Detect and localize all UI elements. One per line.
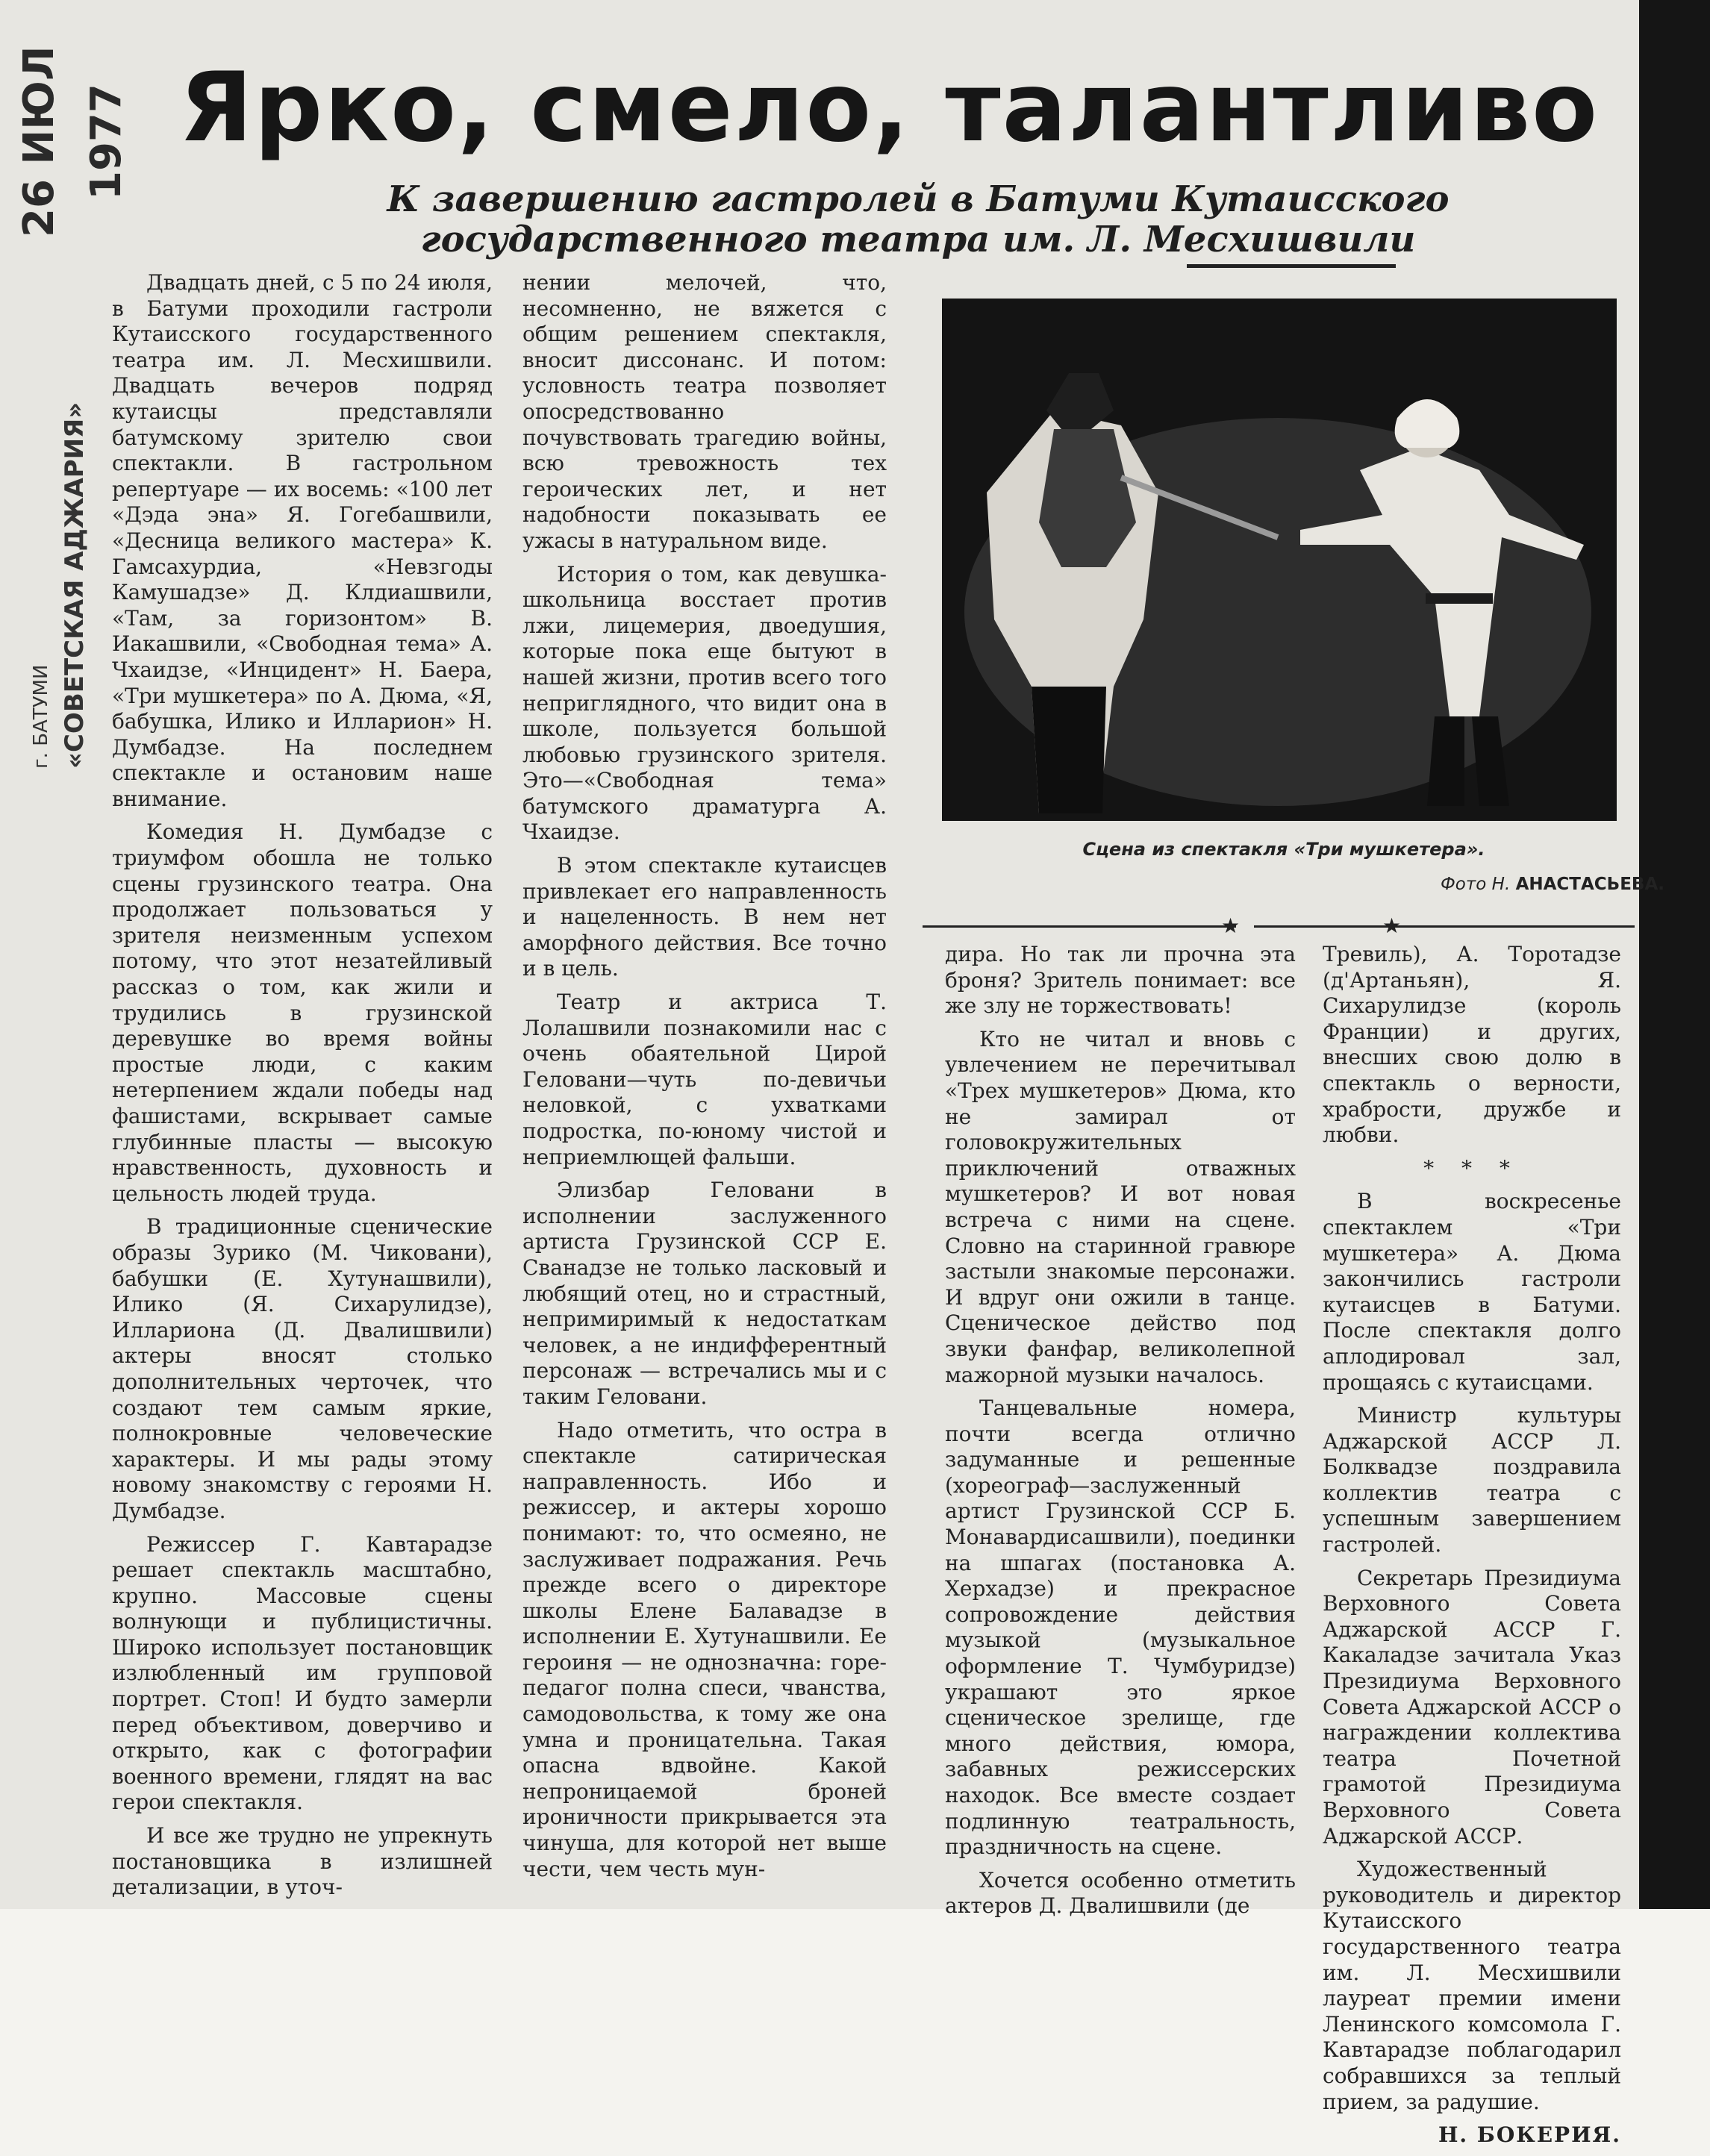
article-column-4: [1323, 942, 1621, 2156]
author-signature: Н. БОКЕРИЯ.: [1438, 2122, 1621, 2148]
article-column-3: [945, 942, 1296, 1927]
paragraph: Двадцать дней, с 5 по 24 июля, в Батуми проходили гастроли Кутаисского государственного театра им. Л. Месхишвили. Двадцать вечеров подряд кутаисцы представляли батумскому зрителю свои спектакли. В гастрольном репертуаре — их восемь: «100 лет «Дэда эна» Я. Гогебашвили, «Десница великого мастера» К. Гамсахурдиа, «Невзгоды Камушадзе» Д. Клдиашвили, «Там, за горизонтом» В. Иакашвили, «Свободная тема» А. Чхаидзе, «Инцидент» Н. Баера, «Три мушкетера» по А. Дюма, «Я, бабушка, Илико и Илларион» Н. Думбадзе. На последнем спектакле и остановим наше внимание.: [112, 270, 493, 811]
paragraph: Кто не читал и вновь с увлечением не перечитывал «Трех мушкетеров» Дюма, кто не замирал от головокружительных приключений отважных мушкетеров? И вот новая встреча с ними на сцене. Словно на старинной гравюре застыли знакомые персонажи. И вдруг они ожили в танце. Сценическое действо под звуки фанфар, великолепной мажорной музыки началось.: [945, 1026, 1296, 1387]
paragraph: дира. Но так ли прочна эта броня? Зритель понимает: все же злу не торжествовать!: [945, 942, 1296, 1019]
paragraph: Секретарь Президиума Верховного Совета Аджарской АССР Г. Какаладзе зачитала Указ Президиума Верховного Совета Аджарской АССР о награждении коллектива театра Почетной грамотой Президиума Верховного Совета Аджарской АССР.: [1323, 1565, 1621, 1849]
subheadline-text: К завершению гастролей в Батуми Кутаисского государственного театра им. Л. Месхишвили: [387, 178, 1450, 260]
background-edge: [1639, 0, 1710, 1909]
paragraph: Комедия Н. Думбадзе с триумфом обошла не только сцены грузинского театра. Она продолжает пользоваться у зрителя неизменным успехом потому, что этот незатейливый рассказ о том, как жили и трудились в грузинской деревушке во время войны простые люди, с каким нетерпением ждали победы над фашистами, вскрывает самые глубинные пласты — высокую нравственность, духовность и цельность людей труда.: [112, 819, 493, 1206]
paragraph: В воскресенье спектаклем «Три мушкетера» А. Дюма закончились гастроли кутаисцев в Батуми. После спектакля долго аплодировал зал, прощаясь с кутаисцами.: [1323, 1189, 1621, 1395]
photo-credit-name: АНАСТАСЬЕВА.: [1515, 875, 1664, 894]
paragraph: В традиционные сценические образы Зурико (М. Чиковани), бабушки (Е. Хутунашвили), Илико (Я. Сихарулидзе), Иллариона (Д. Двалишвили) актеры вносят столько дополнительных черточек, что создают тем самым яркие, полнокровные человеческие характеры. И мы рады этому новому знакомству с героями Н. Думбадзе.: [112, 1214, 493, 1523]
photo-credit: [1314, 875, 1664, 894]
photo-caption: Сцена из спектакля «Три мушкетера».: [1082, 839, 1485, 860]
paragraph: В этом спектакле кутаисцев привлекает его направленность и нацеленность. В нем нет аморфного действия. Все точно и в цель.: [522, 853, 887, 981]
paragraph: И все же трудно не упрекнуть постановщика в излишней детализации, в уточ-: [112, 1823, 493, 1900]
paragraph: Министр культуры Аджарской АССР Л. Болквадзе поздравила коллектив театра с успешным завершением гастролей.: [1323, 1403, 1621, 1557]
paragraph: Театр и актриса Т. Лолашвили познакомили нас с очень обаятельной Цирой Геловани—чуть по-девичьи неловкой, с ухватками подростка, по-юному чистой и неприемлющей фальши.: [522, 990, 887, 1169]
divider-star: ★: [1221, 913, 1241, 938]
date-stamp: 26 ИЮЛ 1977: [15, 46, 131, 238]
paragraph: Художественный руководитель и директор Кутаисского государственного театра им. Л. Месхишвили лауреат премии имени Ленинского комсомола Г. Кавтарадзе поблагодарил собравшихся за теплый прием, за радушие.: [1323, 1857, 1621, 2114]
paragraph: Элизбар Геловани в исполнении заслуженного артиста Грузинской ССР Е. Сванадзе не только ласковый и любящий отец, но и страстный, непримиримый к недостаткам человек, а не индифферентный персонаж — встречались мы и с таким Геловани.: [522, 1178, 887, 1409]
section-break: * * *: [1423, 1155, 1520, 1181]
article-column-1: [112, 270, 493, 1908]
paragraph: Хочется особенно отметить актеров Д. Двалишвили (де: [945, 1867, 1296, 1919]
subheadline-underline: [1187, 264, 1396, 268]
source-label: [7, 351, 90, 769]
column-divider-rule: [923, 925, 1236, 928]
headline: Ярко, смело, талантливо: [179, 52, 1600, 163]
newspaper-city: г. БАТУМИ: [30, 664, 52, 769]
subheadline: [246, 179, 1590, 268]
paragraph: Режиссер Г. Кавтарадзе решает спектакль масштабно, крупно. Массовые сцены волнующи и публицистичны. Широко использует постановщик излюбленный им групповой портрет. Стоп! И будто замерли перед объективом, доверчиво и открыто, как с фотографии военного времени, глядят на вас герои спектакля.: [112, 1531, 493, 1815]
column-divider-rule: [1254, 925, 1635, 928]
photo-credit-prefix: Фото Н.: [1441, 875, 1511, 894]
scene-photo: [942, 299, 1617, 821]
musketeers-photo-illustration: [942, 299, 1617, 821]
paragraph: История о том, как девушка-школьница восстает против лжи, лицемерия, двоедушия, которые пока еще бытуют в нашей жизни, против всего того неприглядного, что видит она в школе, пользуется большой любовью грузинского зрителя. Это—«Свободная тема» батумского драматурга А. Чхаидзе.: [522, 561, 887, 845]
paragraph: Надо отметить, что остра в спектакле сатирическая направленность. Ибо и режиссер, и актеры хорошо понимают: то, что осмеяно, не заслуживает подражания. Речь прежде всего о директоре школы Елене Балавадзе в исполнении Е. Хутунашвили. Ее героиня — не однозначна: горе-педагог полна спеси, чванства, самодовольства, к тому же она умна и проницательна. Такая опасна вдвойне. Какой непроницаемой броней ироничности прикрывается эта чинуша, для которой нет выше чести, чем честь мун-: [522, 1417, 887, 1881]
paragraph: Танцевальные номера, почти всегда отлично задуманные и решенные (хореограф—заслуженный артист Грузинской ССР Б. Монавардисашвили), поединки на шпагах (постановка А. Херхадзе) и прекрасное сопровождение действия музыкой (музыкальное оформление Т. Чумбуридзе) украшают это яркое сценическое зрелище, где много действия, юмора, забавных режиссерских находок. Все вместе создает подлинную театральность, праздничность на сцене.: [945, 1396, 1296, 1860]
article-column-2: [522, 270, 887, 1890]
newspaper-name: «СОВЕТСКАЯ АДЖАРИЯ»: [60, 401, 90, 769]
paragraph: нении мелочей, что, несомненно, не вяжется с общим решением спектакля, вносит диссонанс. И потом: условность театра позволяет опосредствованно почувствовать трагедию войны, всю тревожность тех героических лет, и нет надобности показывать ее ужасы в натуральном виде.: [522, 270, 887, 553]
paragraph: Тревиль), А. Торотадзе (д'Артаньян), Я. Сихарулидзе (король Франции) и других, внесших свою долю в спектакль о верности, храбрости, дружбе и любви.: [1323, 942, 1621, 1148]
divider-star: ★: [1382, 913, 1402, 938]
